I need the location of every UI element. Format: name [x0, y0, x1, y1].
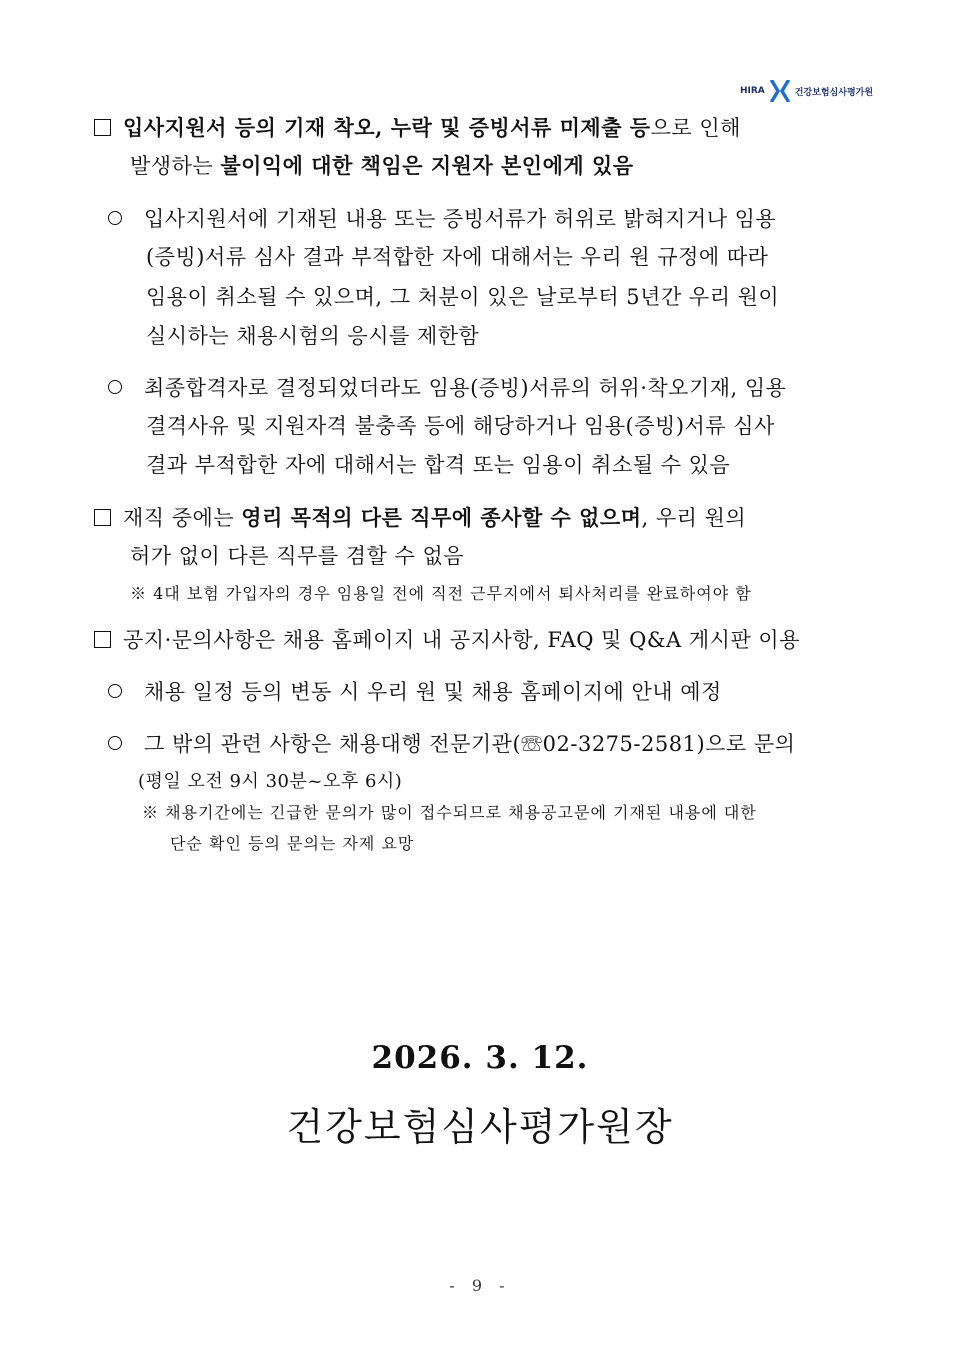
- circle-bullet-icon: [108, 684, 122, 698]
- issue-date: 2026. 3. 12.: [371, 1040, 589, 1076]
- circle-bullet-icon: [108, 380, 122, 394]
- square-bullet-icon: [94, 119, 111, 136]
- circle-bullet-icon: [108, 736, 122, 750]
- s1-bullet1-line1: 입사지원서에 기재된 내용 또는 증빙서류가 허위로 밝혀지거나 임용: [108, 203, 776, 233]
- s2-note: ※ 4대 보험 가입자의 경우 임용일 전에 직전 근무지에서 퇴사처리를 완료하여야 함: [130, 584, 752, 603]
- circle-bullet-icon: [108, 211, 122, 225]
- s3-bullet2: 그 밖의 관련 사항은 채용대행 전문기관(☏02-3275-2581)으로 문의: [108, 728, 795, 758]
- s1-bullet2-line1: 최종합격자로 결정되었더라도 임용(증빙)서류의 허위·착오기재, 임용: [108, 372, 786, 402]
- s2-heading-line1: 재직 중에는 영리 목적의 다른 직무에 종사할 수 없으며, 우리 원의: [94, 502, 746, 532]
- s3-note-line2: 단순 확인 등의 문의는 자제 요망: [170, 834, 415, 853]
- s3-note-line1: ※ 채용기간에는 긴급한 문의가 많이 접수되므로 채용공고문에 기재된 내용에 대한: [142, 803, 757, 822]
- s1-heading-line1: 입사지원서 등의 기재 착오, 누락 및 증빙서류 미제출 등으로 인해: [94, 112, 741, 142]
- hira-logo: [740, 80, 873, 102]
- s2-heading-line2: 허가 없이 다른 직무를 겸할 수 없음: [130, 544, 465, 568]
- hira-mark-icon: [769, 80, 791, 102]
- s3-bullet1: 채용 일정 등의 변동 시 우리 원 및 채용 홈페이지에 안내 예정: [108, 676, 722, 706]
- s1-bullet1-line4: 실시하는 채용시험의 응시를 제한함: [146, 324, 480, 348]
- s3-bullet2-hours: (평일 오전 9시 30분~오후 6시): [138, 771, 403, 792]
- s1-bullet2-line2: 결격사유 및 지원자격 불충족 등에 해당하거나 임용(증빙)서류 심사: [146, 414, 775, 438]
- square-bullet-icon: [94, 631, 111, 648]
- page-number: - 9 -: [449, 1276, 511, 1295]
- s1-bullet2-line3: 결과 부적합한 자에 대해서는 합격 또는 임용이 취소될 수 있음: [146, 453, 731, 477]
- s1-bullet1-line2: (증빙)서류 심사 결과 부적합한 자에 대해서는 우리 원 규정에 따라: [146, 245, 769, 269]
- s3-heading: 공지·문의사항은 채용 홈페이지 내 공지사항, FAQ 및 Q&A 게시판 이용: [94, 624, 800, 654]
- s1-heading-line2: 발생하는 불이익에 대한 책임은 지원자 본인에게 있음: [130, 153, 634, 178]
- logo-text-hira: HIRA: [740, 86, 765, 96]
- issuer-name: 건강보험심사평가원장: [286, 1105, 674, 1149]
- square-bullet-icon: [94, 509, 111, 526]
- s1-bullet1-line3: 임용이 취소될 수 있으며, 그 처분이 있은 날로부터 5년간 우리 원이: [146, 285, 780, 309]
- logo-text-org: 건강보험심사평가원: [794, 87, 874, 98]
